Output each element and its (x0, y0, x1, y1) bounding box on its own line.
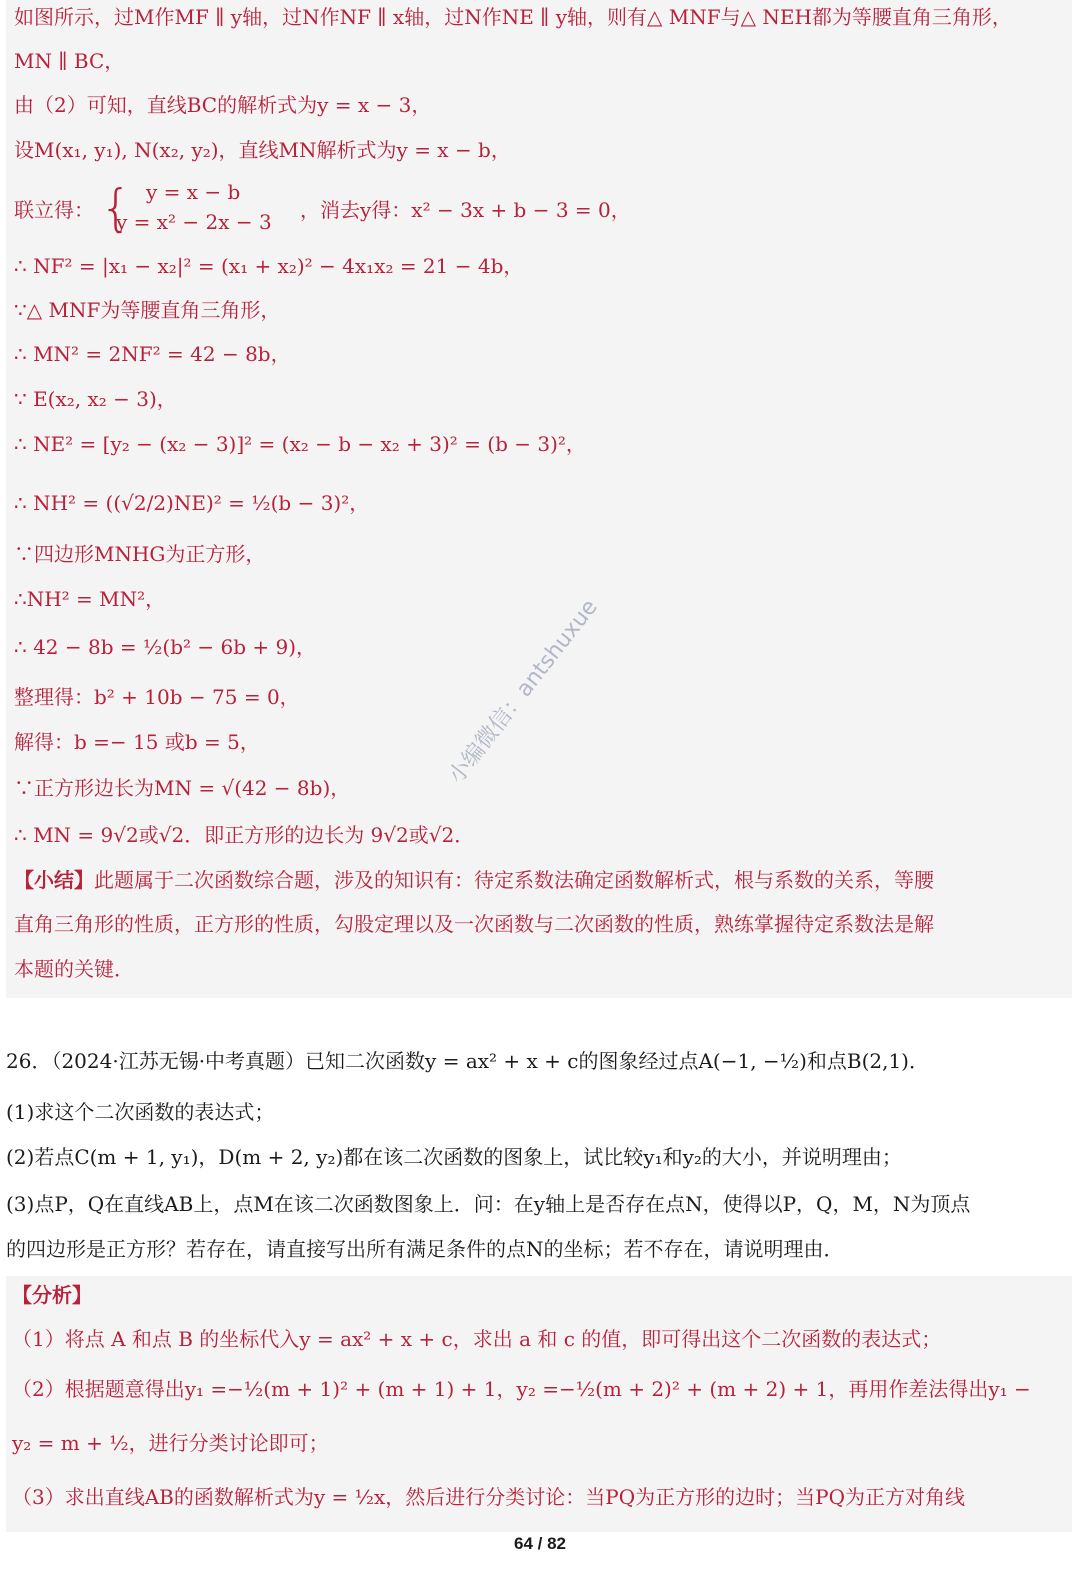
analysis-block (6, 1276, 1072, 1532)
summary-tag: 【小结】 (14, 868, 94, 892)
solution-line: ∴ NE² = [y₂ − (x₂ − 3)]² = (x₂ − b − x₂ + 3)² = (b − 3)²， (14, 432, 586, 456)
summary-line: 本题的关键． (14, 957, 134, 981)
solution-line: 设M(x₁, y₁), N(x₂, y₂)，直线MN解析式为y = x − b， (14, 138, 511, 162)
problem-line: 26．（2024·江苏无锡·中考真题）已知二次函数y = ax² + x + c的图象经过点A(−1, −½)和点B(2,1)． (6, 1049, 929, 1073)
system-equation-1: y = x − b (146, 180, 241, 204)
solution-block (6, 0, 1072, 998)
system-label: 联立得： (14, 198, 94, 222)
system-result: ，消去y得：x² − 3x + b − 3 = 0， (300, 198, 631, 222)
solution-line: ∴ MN = 9√2或√2．即正方形的边长为 9√2或√2． (14, 823, 475, 847)
solution-line: MN ∥ BC， (14, 49, 125, 73)
analysis-line: （1）将点 A 和点 B 的坐标代入y = ax² + x + c，求出 a 和 c 的值，即可得出这个二次函数的表达式； (12, 1327, 942, 1351)
problem-line: (3)点P，Q在直线AB上，点M在该二次函数图象上．问：在y轴上是否存在点N，使得以P，Q，M，N为顶点 (6, 1192, 971, 1216)
summary-text: 此题属于二次函数综合题，涉及的知识有：待定系数法确定函数解析式，根与系数的关系，等腰 (94, 868, 934, 892)
system-equation-2: y = x² − 2x − 3 (116, 210, 272, 234)
analysis-tag: 【分析】 (12, 1283, 92, 1307)
analysis-line: （3）求出直线AB的函数解析式为y = ½x，然后进行分类讨论：当PQ为正方形的边时；当PQ为正方对角线 (12, 1485, 966, 1509)
solution-line: 整理得：b² + 10b − 75 = 0， (14, 685, 300, 709)
solution-line: 解得：b =− 15 或b = 5， (14, 730, 260, 754)
solution-line: ∵△ MNF为等腰直角三角形， (14, 298, 281, 322)
summary-line (14, 867, 934, 893)
solution-line: ∴ NH² = ((√2/2)NE)² = ½(b − 3)²， (14, 491, 370, 515)
solution-line: 如图所示，过M作MF ∥ y轴，过N作NF ∥ x轴，过N作NE ∥ y轴，则有△ MNF与△ NEH都为等腰直角三角形， (14, 5, 1012, 29)
solution-line: 由（2）可知，直线BC的解析式为y = x − 3， (14, 93, 432, 117)
summary-line: 直角三角形的性质，正方形的性质，勾股定理以及一次函数与二次函数的性质，熟练掌握待定系数法是解 (14, 912, 934, 936)
solution-line: ∵ E(x₂, x₂ − 3)， (14, 387, 177, 411)
solution-line: ∴ 42 − 8b = ½(b² − 6b + 9)， (14, 635, 317, 659)
solution-line: ∴ NF² = |x₁ − x₂|² = (x₁ + x₂)² − 4x₁x₂ = 21 − 4b， (14, 254, 524, 278)
problem-line: (1)求这个二次函数的表达式； (6, 1100, 275, 1124)
solution-line: ∴NH² = MN²， (14, 587, 166, 611)
problem-line: (2)若点C(m + 1, y₁)，D(m + 2, y₂)都在该二次函数的图象上，试比较y₁和y₂的大小，并说明理由； (6, 1145, 902, 1169)
problem-line: 的四边形是正方形？若存在，请直接写出所有满足条件的点N的坐标；若不存在，请说明理由． (6, 1237, 844, 1261)
solution-line: ∵正方形边长为MN = √(42 − 8b)， (14, 776, 351, 800)
watermark: 小编微信：antshuxue (443, 595, 603, 789)
page-number: 64 / 82 (514, 1534, 566, 1553)
left-brace-icon: { (100, 179, 132, 237)
solution-line: ∴ MN² = 2NF² = 42 − 8b， (14, 342, 291, 366)
analysis-line: （2）根据题意得出y₁ =−½(m + 1)² + (m + 1) + 1，y₂ =−½(m + 2)² + (m + 2) + 1，再用作差法得出y₁ − (12, 1377, 1031, 1401)
solution-line: ∵四边形MNHG为正方形， (14, 542, 266, 566)
analysis-line: y₂ = m + ½，进行分类讨论即可； (12, 1431, 329, 1455)
